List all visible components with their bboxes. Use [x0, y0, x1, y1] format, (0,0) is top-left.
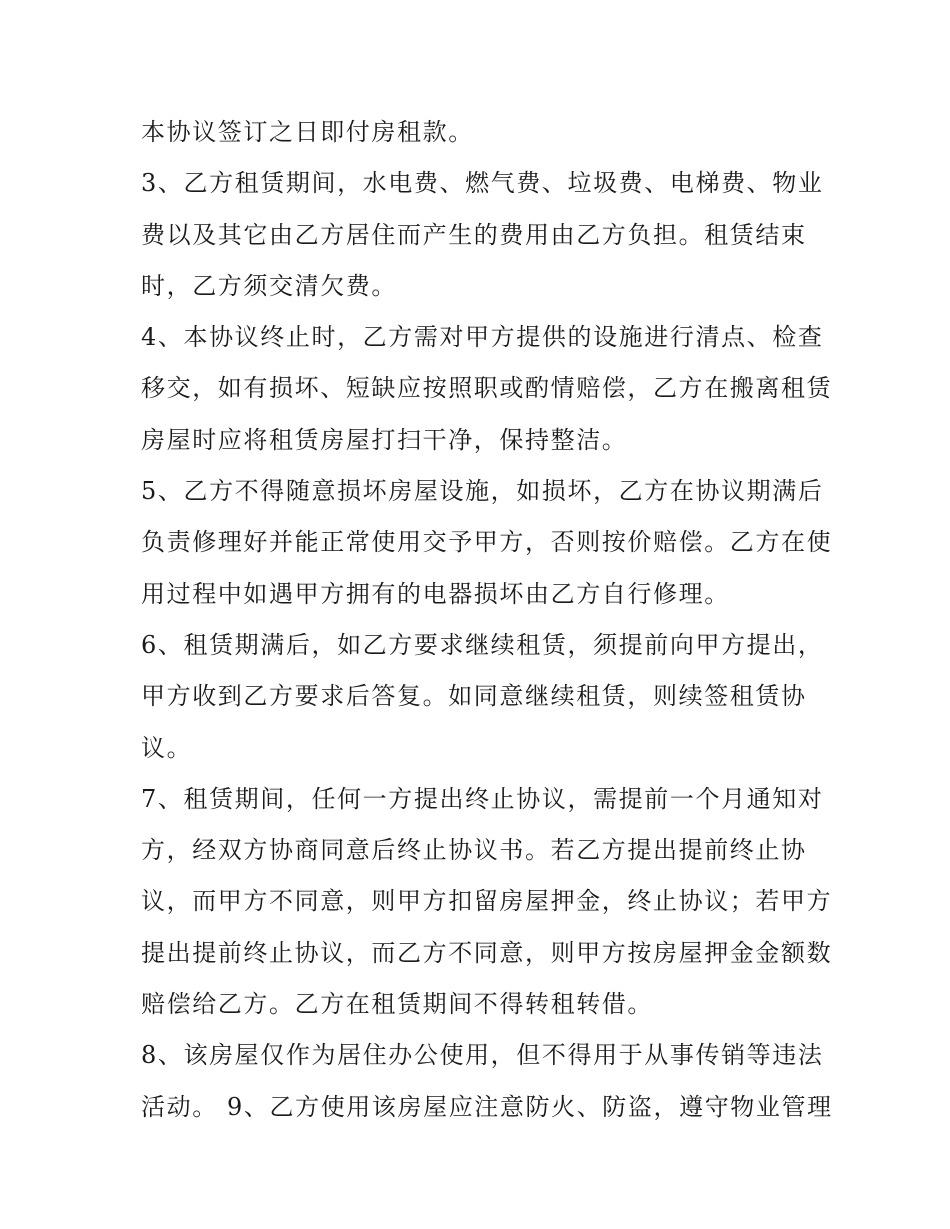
- text-line: 甲方收到乙方要求后答复。如同意继续租赁，则续签租赁协: [141, 682, 807, 711]
- text-line: 方，经双方协商同意后终止协议书。若乙方提出提前终止协: [141, 836, 807, 865]
- text-line: 房屋时应将租赁房屋打扫干净，保持整洁。: [141, 425, 628, 454]
- text-line: 费以及其它由乙方居住而产生的费用由乙方负担。租赁结束: [141, 220, 807, 249]
- text-line: 议。: [141, 733, 193, 762]
- text-line: 活动。 9、乙方使用该房屋应注意防火、防盗，遵守物业管理: [141, 1092, 833, 1121]
- text-line: 3、乙方租赁期间，水电费、燃气费、垃圾费、电梯费、物业: [141, 169, 824, 198]
- text-line: 赔偿给乙方。乙方在租赁期间不得转租转借。: [141, 990, 653, 1019]
- text-line: 7、租赁期间，任何一方提出终止协议，需提前一个月通知对: [141, 784, 824, 813]
- text-line: 移交，如有损坏、短缺应按照职或酌情赔偿，乙方在搬离租赁: [141, 374, 833, 403]
- text-line: 用过程中如遇甲方拥有的电器损坏由乙方自行修理。: [141, 579, 730, 608]
- text-line: 6、租赁期满后，如乙方要求继续租赁，须提前向甲方提出，: [141, 630, 824, 659]
- text-line: 提出提前终止协议，而乙方不同意，则甲方按房屋押金金额数: [141, 938, 833, 967]
- text-line: 议，而甲方不同意，则甲方扣留房屋押金，终止协议；若甲方: [141, 887, 833, 916]
- document-body: [141, 107, 833, 1133]
- text-line: 负责修理好并能正常使用交予甲方，否则按价赔偿。乙方在使: [141, 528, 833, 557]
- text-line: 时，乙方须交清欠费。: [141, 271, 397, 300]
- text-line: 5、乙方不得随意损坏房屋设施，如损坏，乙方在协议期满后: [141, 477, 824, 506]
- text-line: 4、本协议终止时，乙方需对甲方提供的设施进行清点、检查: [141, 323, 824, 352]
- text-line: 8、该房屋仅作为居住办公使用，但不得用于从事传销等违法: [141, 1041, 824, 1070]
- text-line: 本协议签订之日即付房租款。: [141, 118, 474, 146]
